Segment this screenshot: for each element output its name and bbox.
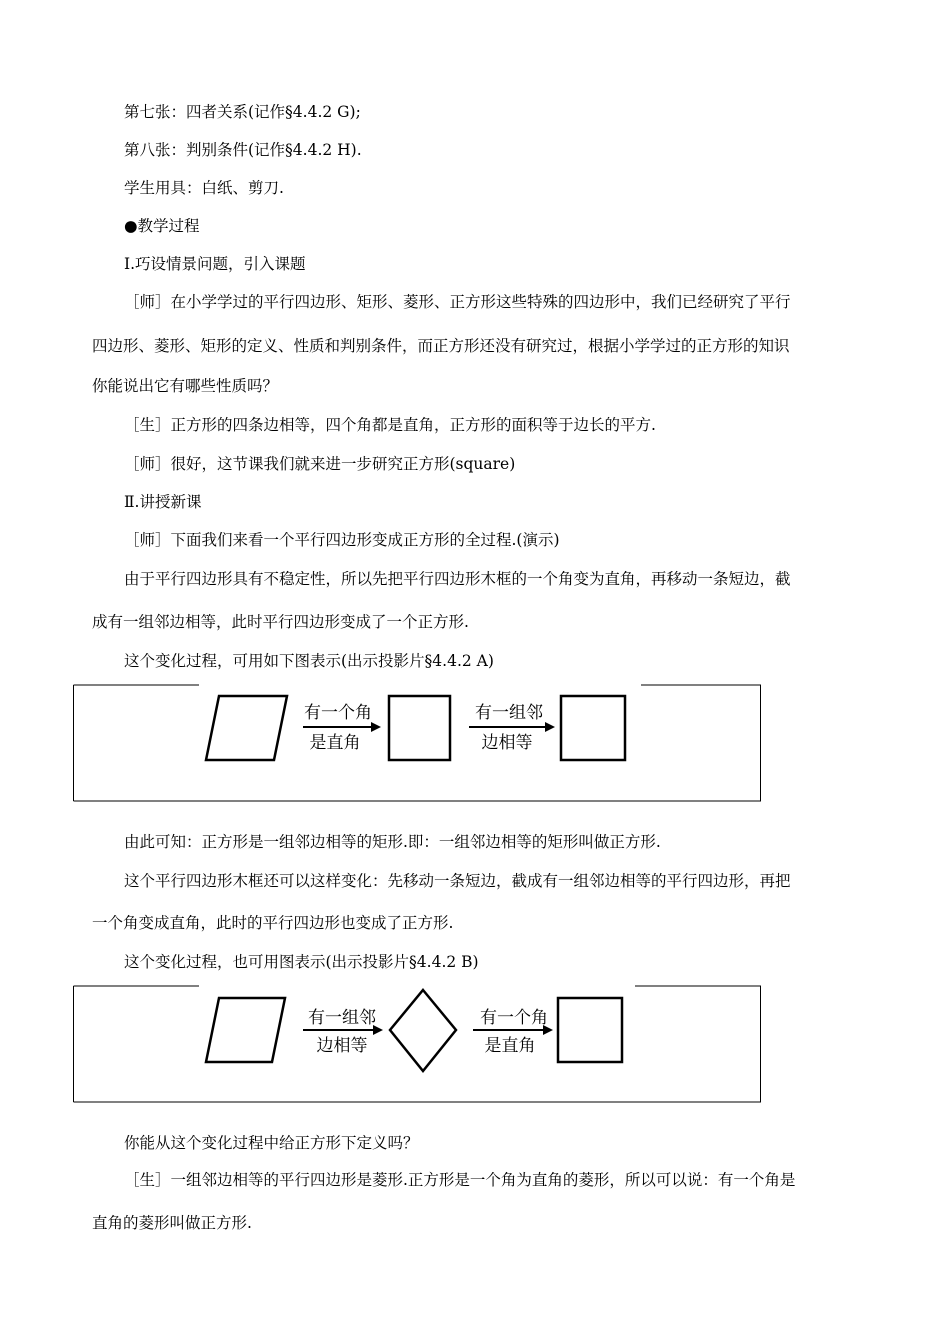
- arrow-label: 有一个角: [304, 703, 372, 723]
- text-line: 四边形、菱形、矩形的定义、性质和判别条件，而正方形还没有研究过，根据小学学过的正方形的知识: [92, 337, 790, 355]
- text-line: ［师］很好，这节课我们就来进一步研究正方形(square): [124, 455, 516, 473]
- text-line: 你能从这个变化过程中给正方形下定义吗？: [124, 1134, 419, 1152]
- arrow-head: [371, 722, 381, 732]
- arrow-label: 有一组邻: [475, 703, 543, 723]
- rectangle-shape: [389, 696, 450, 760]
- arrow-label: 有一组邻: [308, 1008, 376, 1028]
- figure-a: [73, 684, 761, 800]
- figure-b: [73, 985, 761, 1101]
- text-line: 这个变化过程，也可用图表示(出示投影片§4.4.2 B): [124, 953, 479, 971]
- text-line: 成有一组邻边相等，此时平行四边形变成了一个正方形.: [92, 613, 469, 631]
- section-heading: Ⅰ.巧设情景问题，引入课题: [124, 255, 306, 273]
- text-line: 由于平行四边形具有不稳定性，所以先把平行四边形木框的一个角变为直角，再移动一条短边，截: [124, 570, 791, 588]
- text-line: ［生］正方形的四条边相等，四个角都是直角，正方形的面积等于边长的平方.: [124, 416, 656, 434]
- text-line: 你能说出它有哪些性质吗？: [92, 377, 279, 395]
- text-line: 第七张：四者关系(记作§4.4.2 G);: [124, 103, 361, 121]
- text-line: 这个变化过程，可用如下图表示(出示投影片§4.4.2 A): [124, 652, 494, 670]
- arrow-label: 有一个角: [480, 1008, 548, 1028]
- rhombus-shape: [390, 990, 456, 1071]
- text-line: ［师］在小学学过的平行四边形、矩形、菱形、正方形这些特殊的四边形中，我们已经研究了平行: [124, 293, 791, 311]
- arrow-label: 是直角: [484, 1036, 536, 1056]
- text-line: 由此可知：正方形是一组邻边相等的矩形.即：一组邻边相等的矩形叫做正方形.: [124, 833, 661, 851]
- text-line: 学生用具：白纸、剪刀.: [124, 179, 284, 197]
- text-line: 直角的菱形叫做正方形.: [92, 1214, 252, 1232]
- text-line: 这个平行四边形木框还可以这样变化：先移动一条短边，截成有一组邻边相等的平行四边形，再把: [124, 872, 791, 890]
- figure-b-diagram: [73, 985, 761, 1103]
- parallelogram-shape: [206, 696, 287, 760]
- arrow-head: [545, 722, 555, 732]
- text-line: 第八张：判别条件(记作§4.4.2 H).: [124, 141, 362, 159]
- section-heading: Ⅱ.讲授新课: [124, 493, 202, 511]
- text-line: ［生］一组邻边相等的平行四边形是菱形.正方形是一个角为直角的菱形，所以可以说：有一个角是: [124, 1171, 796, 1189]
- square-shape: [558, 998, 622, 1062]
- arrow-label: 是直角: [309, 733, 361, 753]
- parallelogram-shape: [206, 998, 285, 1062]
- text-line: ［师］下面我们来看一个平行四边形变成正方形的全过程.(演示): [124, 531, 560, 549]
- arrow-label: 边相等: [481, 733, 533, 753]
- text-line: 一个角变成直角，此时的平行四边形也变成了正方形.: [92, 914, 454, 932]
- figure-a-diagram: [73, 684, 761, 802]
- section-heading: ●教学过程: [124, 217, 200, 235]
- arrow-label: 边相等: [316, 1036, 368, 1056]
- square-shape: [561, 696, 625, 760]
